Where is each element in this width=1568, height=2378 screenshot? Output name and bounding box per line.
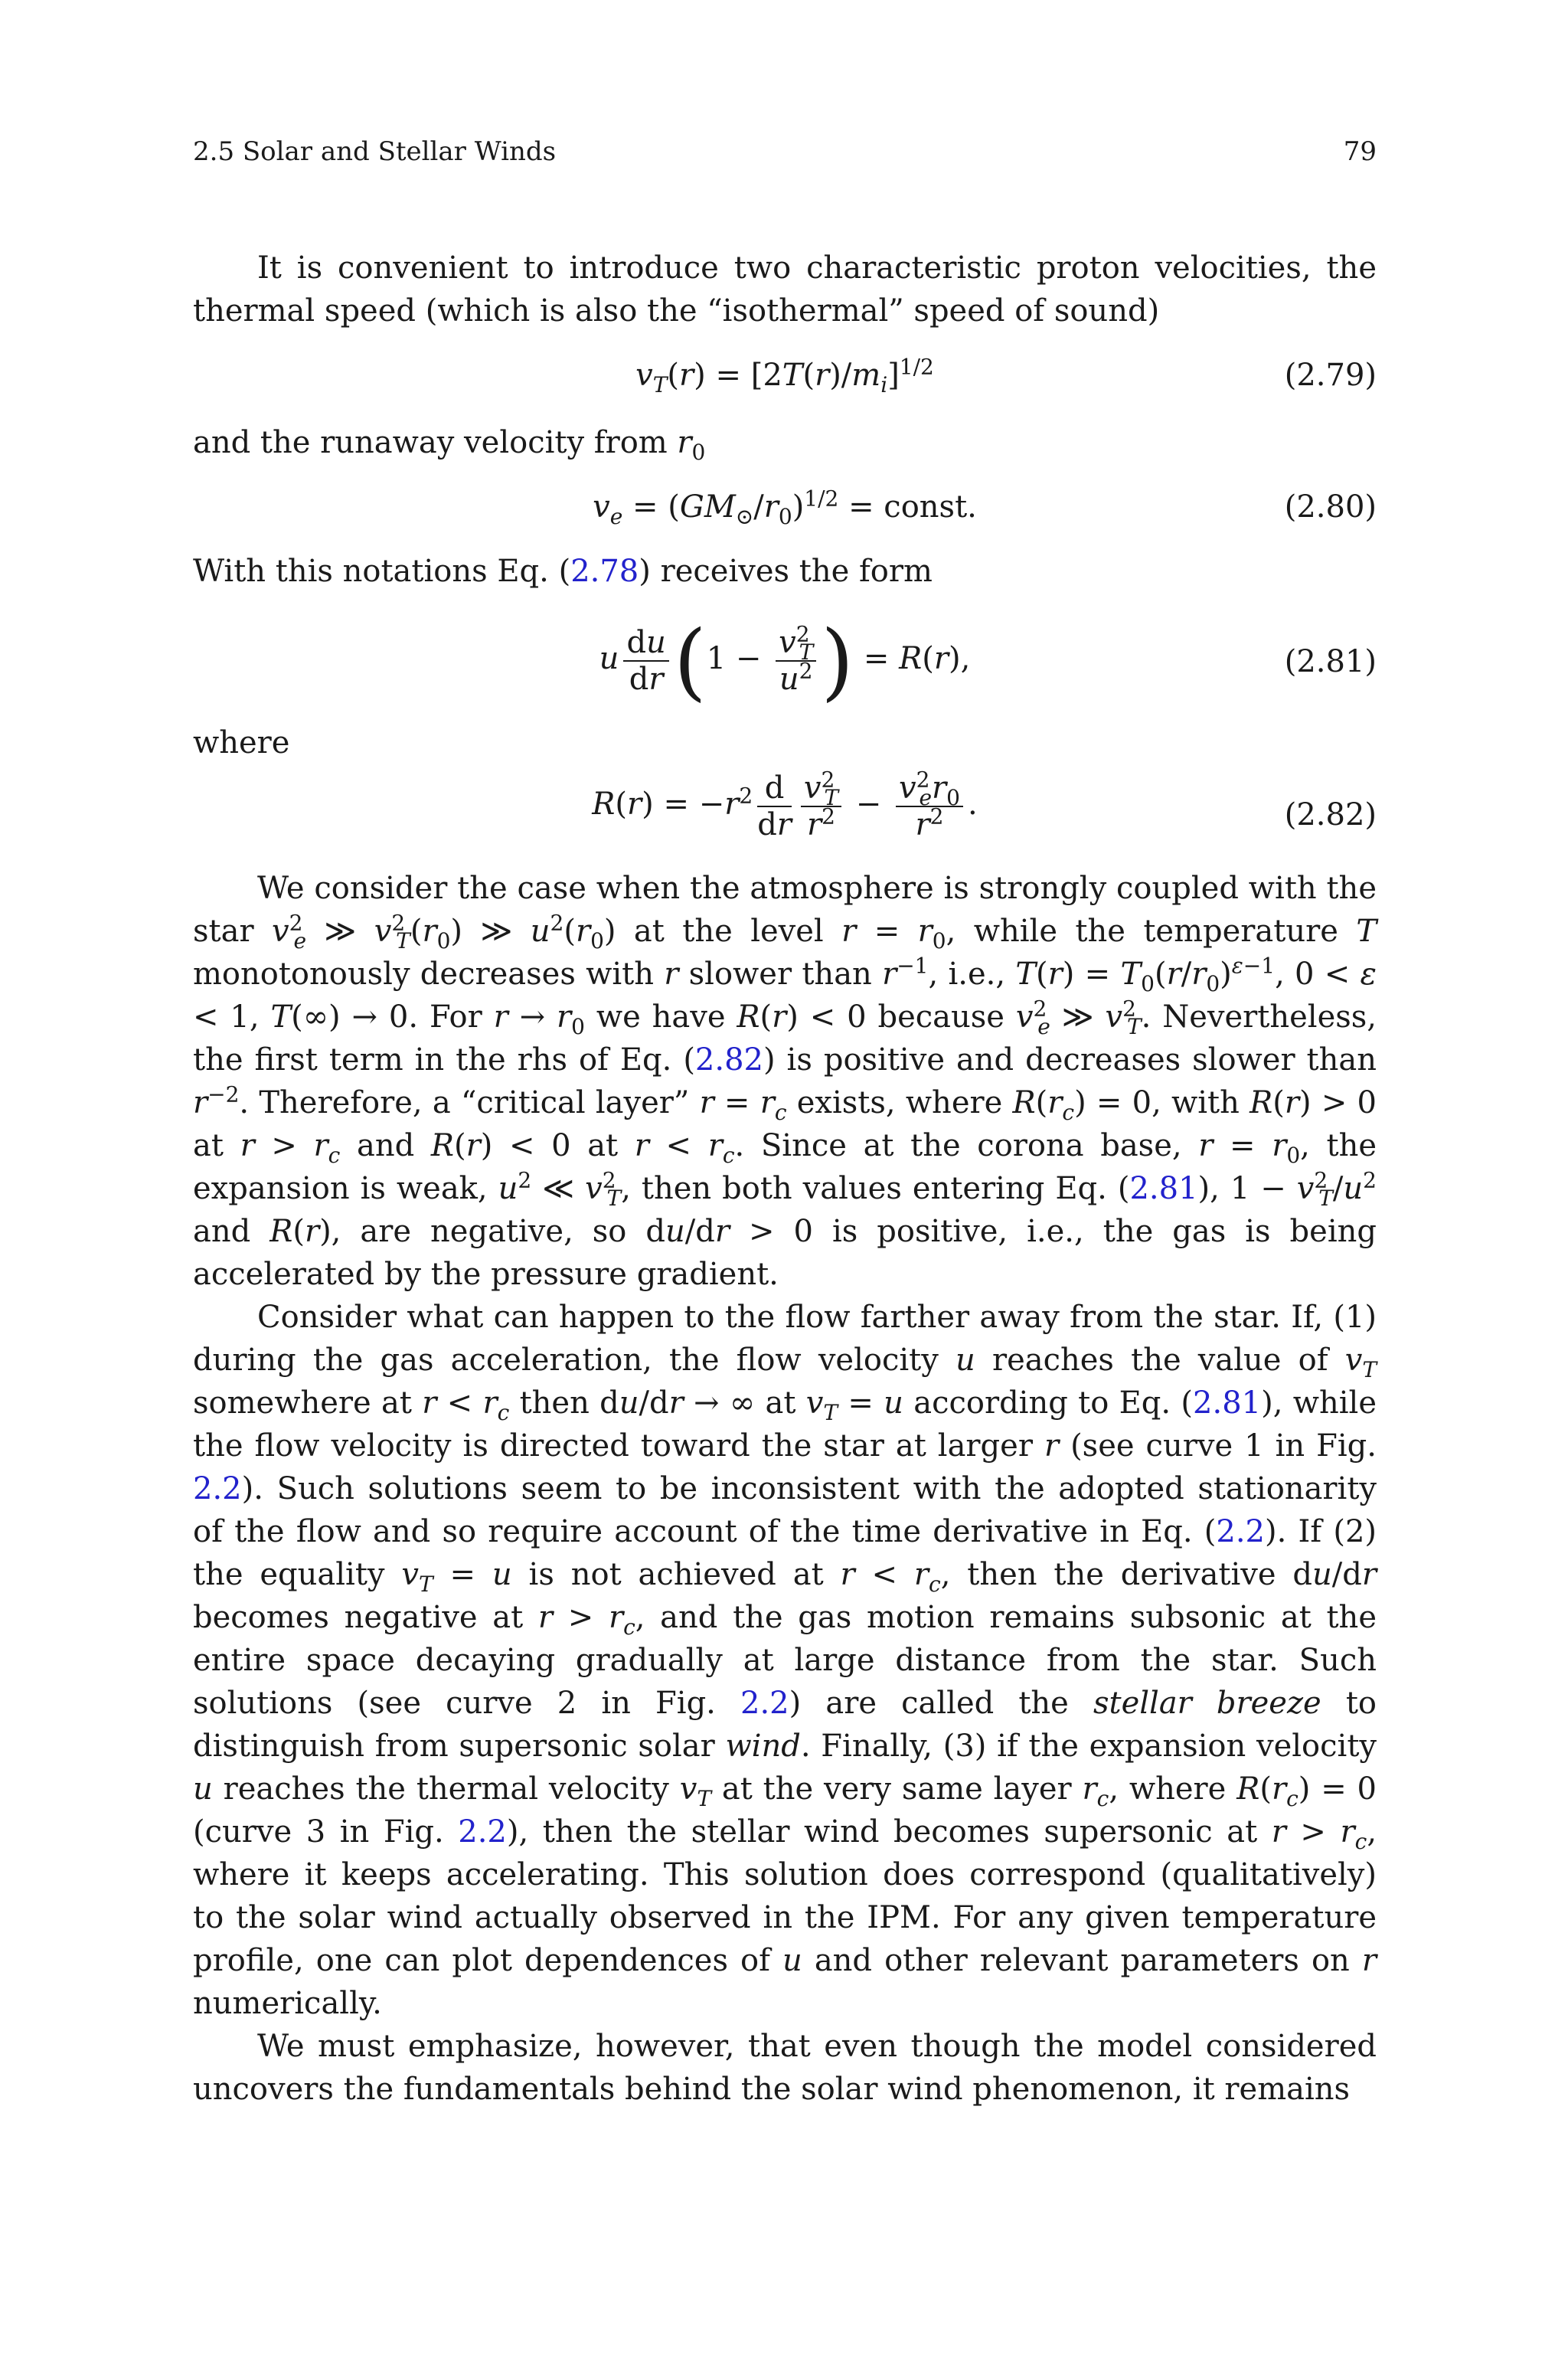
paragraph: and the runaway velocity from $r_0$	[193, 425, 706, 465]
equation-body: u $\frac{du}{dr}$ (1 − $\frac{v^2_T}{u^2}$ ) = R(r),	[599, 612, 971, 710]
emphasis: stellar breeze	[1093, 1686, 1321, 1721]
section-title: 2.5 Solar and Stellar Winds	[193, 136, 557, 167]
equation-2-81	[193, 612, 1377, 710]
equation-number: (2.79)	[1284, 358, 1377, 393]
equation-number: (2.82)	[1284, 797, 1377, 832]
figure-link[interactable]: 2.2	[740, 1686, 789, 1721]
equation-link[interactable]: 2.81	[1193, 1385, 1262, 1421]
equation-2-79	[193, 354, 1377, 401]
paragraph: With this notations Eq. (2.78) receives the form	[193, 554, 933, 589]
page-number: 79	[1343, 136, 1377, 167]
equation-2-82	[193, 767, 1377, 862]
figure-link[interactable]: 2.2	[458, 1814, 507, 1850]
equation-body: $v_T(r) = [2T(r)/m_i]^{1/2}$	[635, 354, 934, 397]
body-text	[193, 247, 1377, 2111]
equation-2-80	[193, 486, 1377, 533]
equation-const: = const.	[848, 489, 977, 525]
paragraph: We consider the case when the atmosphere is strongly coupled with the star $v^2_e$ ≫ $v^2_T(r_0)$ ≫ $u^2(r_0)$ at the level $r = r_0$, while the temperature T monotonously decreases with r slower than $r^{-1}$, i.e., $T(r) = T_0(r/r_0)^{\varepsilon-1}$, 0 < ε < 1, T(∞) → 0. For $r \to r_0$ we have R(r) < 0 because $v^2_e$ ≫ $v^2_T$. Nevertheless, the first term in the rhs of Eq. (2.82) is positive and decreases slower than $r^{-2}$. Therefore, a “critical layer” $r = r_c$ exists, where $R(r_c) = 0$, with R(r) > 0 at $r > r_c$ and R(r) < 0 at $r < r_c$. Since at the corona base, $r = r_0$, the expansion is weak, $u^2$ ≪ $v^2_T$, then both values entering Eq. (2.81), $1 - v^2_T/u^2$ and R(r), are negative, so du/dr > 0 is positive, i.e., the gas is being accelerated by the pressure gradient.	[193, 871, 1377, 1292]
paragraph: It is convenient to introduce two characteristic proton velocities, the thermal speed (which is also the “isothermal” speed of sound)	[193, 250, 1377, 329]
equation-body: $R(r) = -r^2$ $\frac{d}{dr}$ $\frac{v^2_T}{r^2}$ − $\frac{v^2_er_0}{r^2}$ .	[592, 767, 978, 842]
running-head	[193, 136, 1377, 175]
equation-link[interactable]: 2.81	[1129, 1171, 1198, 1206]
emphasis: wind	[725, 1729, 801, 1764]
paragraph: where	[193, 725, 290, 761]
paragraph: We must emphasize, however, that even though the model considered uncovers the fundamentals behind the solar wind phenomenon, it remains	[193, 2029, 1377, 2107]
equation-body: $v_e = (GM_⊙/r_0)^{1/2}$ = const.	[593, 486, 977, 529]
equation-number: (2.80)	[1284, 489, 1377, 525]
equation-link[interactable]: 2.2	[1216, 1514, 1265, 1549]
paragraph: Consider what can happen to the flow farther away from the star. If, (1) during the gas acceleration, the flow velocity u reaches the value of $v_T$ somewhere at $r < r_c$ then du/dr → ∞ at $v_T = u$ according to Eq. (2.81), while the flow velocity is directed toward the star at larger r (see curve 1 in Fig. 2.2). Such solutions seem to be inconsistent with the adopted stationarity of the flow and so require account of the time derivative in Eq. (2.2). If (2) the equality $v_T = u$ is not achieved at $r < r_c$, then the derivative du/dr becomes negative at $r > r_c$, and the gas motion remains subsonic at the entire space decaying gradually at large distance from the star. Such solutions (see curve 2 in Fig. 2.2) are called the stellar breeze to distinguish from supersonic solar wind. Finally, (3) if the expansion velocity u reaches the thermal velocity $v_T$ at the very same layer $r_c$, where $R(r_c) = 0$ (curve 3 in Fig. 2.2), then the stellar wind becomes supersonic at $r > r_c$, where it keeps accelerating. This solution does correspond (qualitatively) to the solar wind actually observed in the IPM. For any given temperature profile, one can plot dependences of u and other relevant parameters on r numerically.	[193, 1300, 1377, 2021]
equation-link[interactable]: 2.78	[570, 554, 639, 589]
equation-link[interactable]: 2.82	[694, 1042, 763, 1078]
equation-number: (2.81)	[1284, 644, 1377, 679]
figure-link[interactable]: 2.2	[193, 1471, 242, 1506]
